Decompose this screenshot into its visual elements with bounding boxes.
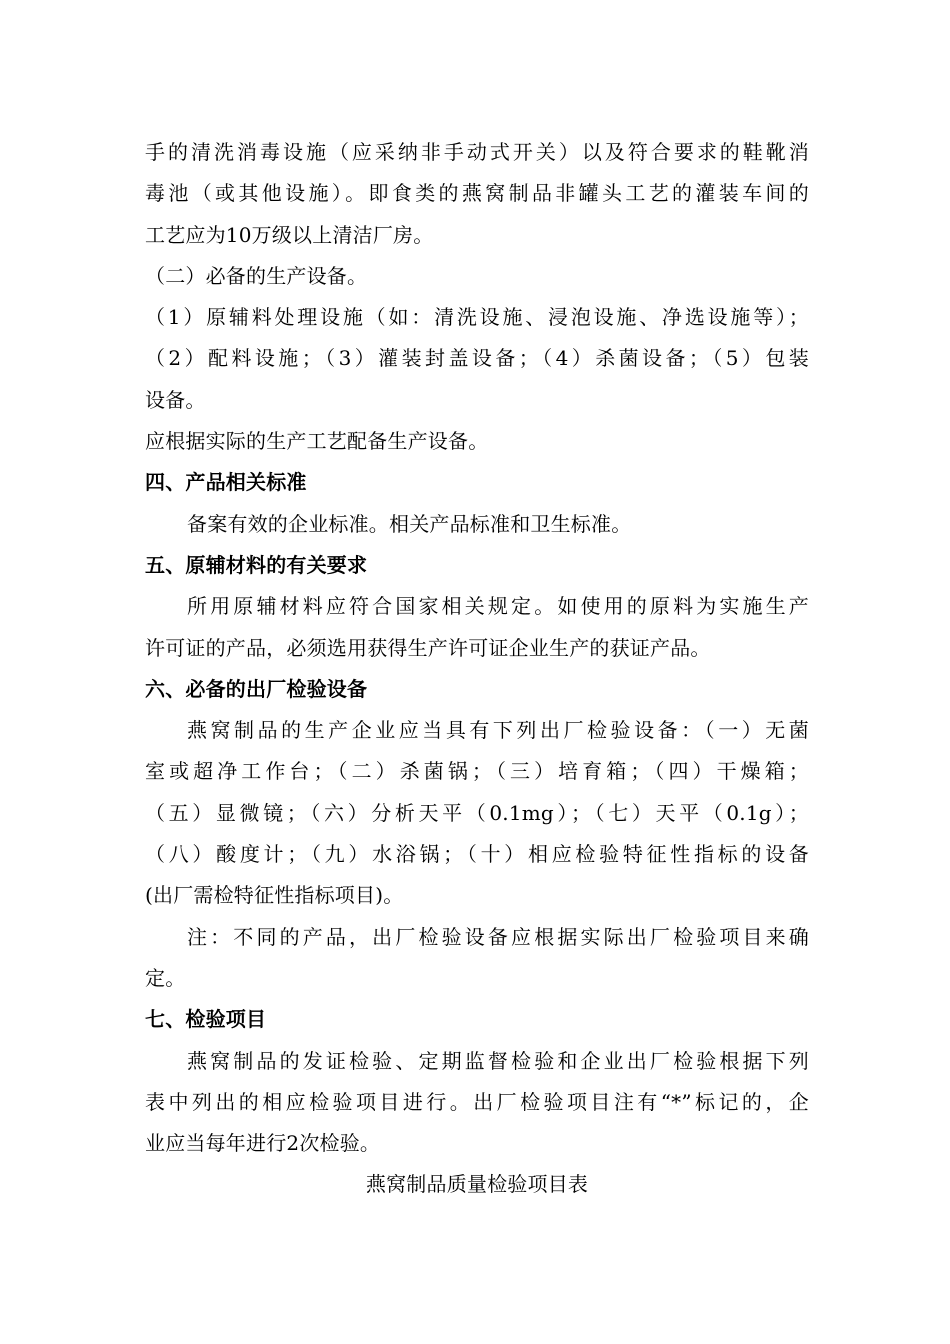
paragraph-line: 备案有效的企业标准。相关产品标准和卫生标准。	[187, 511, 632, 536]
section-heading-6: 六、必备的出厂检验设备	[145, 676, 368, 701]
paragraph-line: 所用原辅材料应符合国家相关规定。如使用的原料为实施生产	[187, 594, 809, 619]
section-heading-5: 五、原辅材料的有关要求	[145, 552, 368, 577]
paragraph-line: （五）显微镜；（六）分析天平（0.1mg）；（七）天平（0.1g）；	[145, 800, 809, 825]
paragraph-line: (出厂需检特征性指标项目)。	[145, 883, 404, 908]
paragraph-line: 工艺应为10万级以上清洁厂房。	[145, 222, 434, 247]
note-line: 定。	[145, 965, 186, 990]
paragraph-line: 毒池（或其他设施）。即食类的燕窝制品非罐头工艺的灌装车间的	[145, 181, 809, 206]
paragraph-line: 应根据实际的生产工艺配备生产设备。	[145, 429, 489, 454]
paragraph-line: （2）配料设施；（3）灌装封盖设备；（4）杀菌设备；（5）包装	[145, 346, 809, 371]
paragraph-line: 许可证的产品，必须选用获得生产许可证企业生产的获证产品。	[145, 635, 711, 660]
note-line: 注：不同的产品，出厂检验设备应根据实际出厂检验项目来确	[187, 924, 809, 949]
paragraph-line: （1）原辅料处理设施（如：清洗设施、浸泡设施、净选设施等）；	[145, 305, 809, 330]
document-body	[145, 132, 809, 1206]
paragraph-line: 手的清洗消毒设施（应采纳非手动式开关）以及符合要求的鞋靴消	[145, 140, 809, 164]
paragraph-line: 室或超净工作台；（二）杀菌锅；（三）培育箱；（四）干燥箱；	[145, 759, 809, 784]
paragraph-line: 设备。	[145, 387, 206, 412]
subsection-title: （二）必备的生产设备。	[145, 263, 368, 288]
paragraph-line: 表中列出的相应检验项目进行。出厂检验项目注有“*”标记的，企	[145, 1089, 809, 1114]
paragraph-line: 燕窝制品的生产企业应当具有下列出厂检验设备：（一）无菌	[187, 718, 809, 743]
paragraph-line: 燕窝制品的发证检验、定期监督检验和企业出厂检验根据下列	[187, 1048, 809, 1073]
paragraph-line: （八）酸度计；（九）水浴锅；（十）相应检验特征性指标的设备	[145, 842, 809, 867]
paragraph-line: 业应当每年进行2次检验。	[145, 1131, 381, 1156]
section-heading-7: 七、检验项目	[145, 1007, 267, 1032]
section-heading-4: 四、产品相关标准	[145, 470, 307, 495]
table-caption: 燕窝制品质量检验项目表	[365, 1172, 589, 1197]
